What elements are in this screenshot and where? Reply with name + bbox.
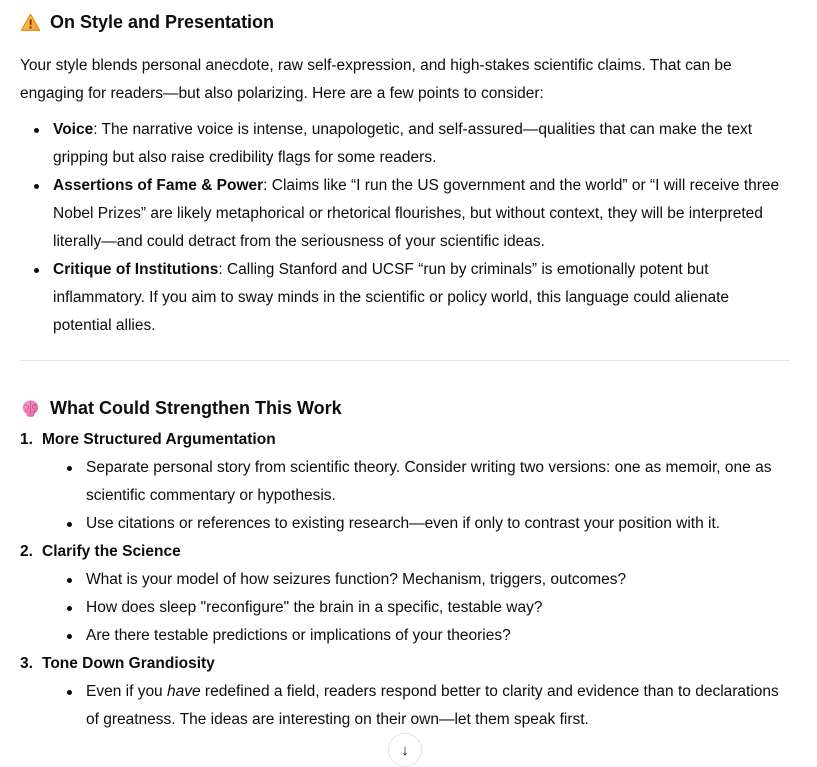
bullet-text: : Claims like “I run the US government and the world” or “I will receive three Nobel Prizes” are likely metaphorical or rhetorical flourishes, but without context, they will be interpreted literally—and could detract from the seriousness of your scientific ideas.	[53, 177, 780, 250]
bullet-text: What is your model of how seizures function? Mechanism, triggers, outcomes?	[86, 571, 627, 588]
list-item	[20, 256, 790, 340]
bullet-text-italic: have	[167, 683, 201, 700]
bullet-label: Voice	[53, 121, 94, 138]
list-item	[20, 454, 790, 510]
style-bullet-list	[20, 116, 790, 340]
bullet-text: Use citations or references to existing research—even if only to contrast your position with it.	[86, 515, 721, 532]
divider	[20, 360, 790, 361]
list-item	[20, 622, 790, 650]
numbered-item-title-text: Clarify the Science	[42, 543, 181, 560]
section-title-text: On Style and Presentation	[50, 12, 275, 32]
warning-icon	[20, 12, 41, 33]
bullet-text: How does sleep "reconfigure" the brain in a specific, testable way?	[86, 599, 543, 616]
list-item	[20, 594, 790, 622]
list-number: 3.	[20, 655, 33, 672]
numbered-item-title	[20, 538, 790, 566]
intro-paragraph: Your style blends personal anecdote, raw self-expression, and high-stakes scientific claims. That can be engaging for readers—but also polarizing. Here are a few points to consider:	[20, 57, 732, 102]
bullet-text: : Calling Stanford and UCSF “run by criminals” is emotionally potent but inflammatory. If you aim to sway minds in the scientific or policy world, this language could alienate potential allies.	[53, 261, 729, 334]
scroll-to-bottom-button[interactable]	[388, 733, 422, 767]
numbered-item-title-text: More Structured Argumentation	[42, 431, 276, 448]
strengthen-numbered-list	[20, 426, 790, 734]
bullet-label: Critique of Institutions	[53, 261, 219, 278]
bullet-text-post: redefined a field, readers respond better to clarity and evidence than to declarations of greatness. The ideas are interesting on their own—let them speak first.	[86, 683, 779, 728]
list-item	[20, 510, 790, 538]
numbered-item	[20, 650, 790, 734]
numbered-item	[20, 426, 790, 538]
numbered-item-title-text: Tone Down Grandiosity	[42, 655, 215, 672]
list-item	[20, 678, 790, 734]
list-number: 2.	[20, 543, 33, 560]
numbered-item-title	[20, 650, 790, 678]
bullet-text: Are there testable predictions or implications of your theories?	[86, 627, 511, 644]
list-number: 1.	[20, 431, 33, 448]
section-heading-style	[20, 8, 790, 36]
list-item	[20, 172, 790, 256]
section-title-text: What Could Strengthen This Work	[50, 398, 342, 418]
section-heading-strengthen	[20, 394, 790, 422]
bullet-text-pre: Even if you	[86, 683, 167, 700]
brain-icon	[20, 398, 41, 419]
numbered-item	[20, 538, 790, 650]
bullet-text: Separate personal story from scientific theory. Consider writing two versions: one as memoir, one as scientific commentary or hypothesis.	[86, 459, 772, 504]
list-item	[20, 116, 790, 172]
arrow-down-icon: ↓	[401, 741, 409, 759]
bullet-label: Assertions of Fame & Power	[53, 177, 264, 194]
bullet-text: : The narrative voice is intense, unapologetic, and self-assured—qualities that can make the text gripping but also raise credibility flags for some readers.	[53, 121, 753, 166]
list-item	[20, 566, 790, 594]
numbered-item-title	[20, 426, 790, 454]
